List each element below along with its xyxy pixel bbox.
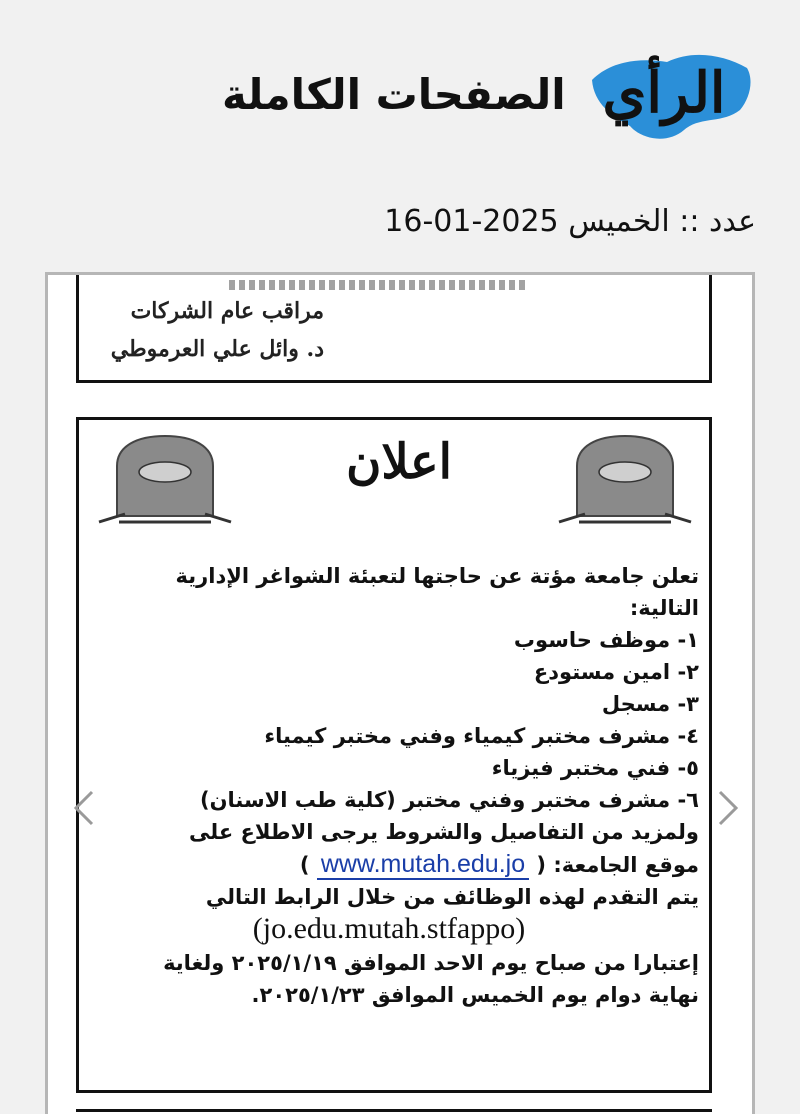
details-label: موقع الجامعة: ( bbox=[536, 853, 699, 877]
apply-line: يتم التقدم لهذه الوظائف من خلال الرابط التالي bbox=[205, 885, 699, 909]
position-item: ٥- فني مختبر فيزياء bbox=[491, 756, 699, 780]
issue-label: عدد bbox=[708, 204, 756, 239]
apply-link-line bbox=[79, 913, 699, 947]
apply-link[interactable]: (jo.edu.mutah.stfappo) bbox=[252, 912, 526, 945]
issue-day: الخميس bbox=[568, 204, 670, 239]
page-viewer[interactable] bbox=[45, 272, 755, 1114]
intro-line: تعلن جامعة مؤتة عن حاجتها لتعبئة الشواغر الإدارية bbox=[175, 564, 699, 588]
alrai-logo[interactable] bbox=[572, 20, 762, 150]
period-line: نهاية دوام يوم الخميس الموافق ٢٠٢٥/١/٢٣. bbox=[251, 983, 699, 1007]
issue-date: 2025-01-16 bbox=[384, 204, 559, 239]
position-item: ٢- امين مستودع bbox=[533, 660, 699, 684]
details-close: ) bbox=[299, 853, 310, 877]
issue-separator: :: bbox=[679, 204, 700, 239]
website-link[interactable]: www.mutah.edu.jo bbox=[317, 850, 529, 880]
signer-name: د. وائل علي العرموطي bbox=[110, 336, 324, 362]
position-item: ٤- مشرف مختبر كيمياء وفني مختبر كيمياء bbox=[264, 724, 699, 748]
position-item: ٣- مسجل bbox=[601, 692, 699, 716]
website-line bbox=[79, 848, 699, 881]
site-header bbox=[0, 0, 800, 239]
chevron-left-icon[interactable] bbox=[70, 788, 98, 828]
position-item: ٦- مشرف مختبر وفني مختبر (كلية طب الاسنان) bbox=[199, 788, 699, 812]
signer-title: مراقب عام الشركات bbox=[130, 298, 324, 324]
mutah-university-emblem-icon bbox=[555, 432, 695, 528]
cropped-text-line bbox=[229, 280, 529, 290]
issue-date-line bbox=[384, 204, 756, 239]
intro-line: التالية: bbox=[629, 596, 699, 620]
logo-text: الرأي bbox=[602, 60, 726, 126]
page-title: الصفحات الكاملة bbox=[222, 70, 566, 119]
job-announcement-box bbox=[76, 417, 712, 1093]
chevron-right-icon[interactable] bbox=[714, 788, 742, 828]
next-notice-box bbox=[76, 1109, 712, 1114]
previous-notice-box bbox=[76, 272, 712, 383]
details-line: ولمزيد من التفاصيل والشروط يرجى الاطلاع على bbox=[189, 820, 699, 844]
announcement-title: اعلان bbox=[346, 434, 452, 490]
position-item: ١- موظف حاسوب bbox=[513, 628, 699, 652]
mutah-university-emblem-icon bbox=[95, 432, 235, 528]
period-line: إعتبارا من صباح يوم الاحد الموافق ٢٠٢٥/١/١٩ ولغاية bbox=[163, 951, 699, 975]
announcement-body bbox=[79, 560, 699, 1011]
